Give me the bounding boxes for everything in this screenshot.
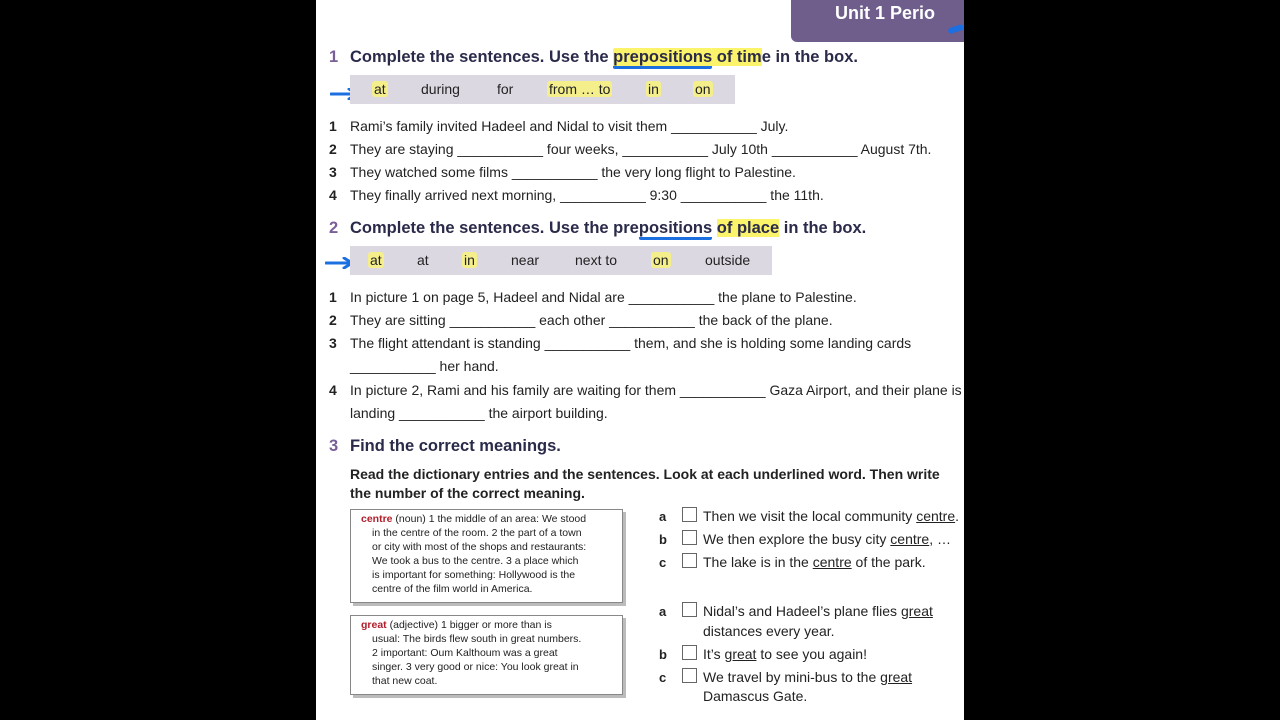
definition-line: usual: The birds flew south in great numbers. xyxy=(372,633,582,645)
item-number: 3 xyxy=(329,335,337,351)
word: outside xyxy=(705,252,751,268)
option-sentence-continued: Damascus Gate. xyxy=(703,688,808,704)
worksheet-page xyxy=(316,0,964,720)
option-sentence: We then explore the busy city centre, … xyxy=(703,531,951,547)
item-number: 2 xyxy=(329,141,337,157)
option-letter: c xyxy=(659,670,667,685)
unit-label: Unit 1 Perio xyxy=(835,3,936,23)
definition-line: is important for something: Hollywood is the xyxy=(372,569,576,581)
option-letter: a xyxy=(659,509,667,524)
word: at xyxy=(417,252,429,268)
option-sentence: Nidal’s and Hadeel’s plane flies great xyxy=(703,603,933,619)
definition-line: 2 important: Oum Kalthoum was a great xyxy=(372,647,558,659)
answer-checkbox[interactable] xyxy=(682,668,697,683)
sentence: They are sitting ___________ each other ___________ the back of the plane. xyxy=(350,312,833,328)
definition-line: (adjective) 1 bigger or more than is xyxy=(386,619,552,631)
word: at xyxy=(374,81,386,97)
sentence: In picture 1 on page 5, Hadeel and Nidal are ___________ the plane to Palestine. xyxy=(350,289,857,305)
definition-line: in the centre of the room. 2 the part of a town xyxy=(372,527,582,539)
sentence: Rami’s family invited Hadeel and Nidal to visit them ___________ July. xyxy=(350,118,789,134)
answer-checkbox[interactable] xyxy=(682,507,697,522)
word-box-place xyxy=(350,246,772,275)
sentence: In picture 2, Rami and his family are waiting for them ___________ Gaza Airport, and their plane is xyxy=(350,382,962,398)
definition-line: centre of the film world in America. xyxy=(372,583,533,595)
item-number: 2 xyxy=(329,312,337,328)
sentence: They finally arrived next morning, ___________ 9:30 ___________ the 11th. xyxy=(350,187,824,203)
item-number: 3 xyxy=(329,164,337,180)
word-box-time xyxy=(350,75,735,104)
headword: great xyxy=(361,619,387,631)
item-number: 1 xyxy=(329,118,337,134)
headword: centre xyxy=(361,513,393,525)
word: during xyxy=(421,81,460,97)
option-sentence: Then we visit the local community centre. xyxy=(703,508,960,524)
answer-checkbox[interactable] xyxy=(682,530,697,545)
sentence: They are staying ___________ four weeks, ___________ July 10th ___________ August 7th. xyxy=(350,141,932,157)
option-letter: a xyxy=(659,604,667,619)
answer-checkbox[interactable] xyxy=(682,602,697,617)
sentence-continued: ___________ her hand. xyxy=(350,358,499,374)
pen-mark xyxy=(947,24,964,35)
dictionary-entry-centre xyxy=(350,509,623,603)
instructions: Read the dictionary entries and the sentences. Look at each underlined word. Then write xyxy=(350,466,940,482)
word: for xyxy=(497,81,514,97)
exercise-1-heading: 1 Complete the sentences. Use the prepositions of time in the box. xyxy=(329,48,858,67)
word: in xyxy=(648,81,659,97)
unit-tab xyxy=(791,0,964,42)
word: next to xyxy=(575,252,618,268)
option-sentence: We travel by mini-bus to the great xyxy=(703,669,913,685)
definition-line: singer. 3 very good or nice: You look great in xyxy=(372,661,579,673)
sentence: The flight attendant is standing ___________ them, and she is holding some landing cards xyxy=(350,335,912,351)
item-number: 1 xyxy=(329,289,337,305)
option-letter: c xyxy=(659,555,667,570)
dictionary-entry-great xyxy=(350,615,623,695)
option-letter: b xyxy=(659,532,667,547)
word: on xyxy=(695,81,711,97)
word: in xyxy=(464,252,475,268)
instructions: the number of the correct meaning. xyxy=(350,485,585,501)
word: near xyxy=(511,252,540,268)
exercise-3-heading: 3 Find the correct meanings. xyxy=(329,437,561,455)
definition-line: (noun) 1 the middle of an area: We stood xyxy=(392,513,587,525)
exercise-2-heading: 2 Complete the sentences. Use the prepositions of place in the box. xyxy=(329,219,866,238)
answer-checkbox[interactable] xyxy=(682,645,697,660)
definition-line: We took a bus to the centre. 3 a place which xyxy=(372,555,579,567)
option-letter: b xyxy=(659,647,667,662)
option-sentence: The lake is in the centre of the park. xyxy=(703,554,926,570)
option-sentence: It’s great to see you again! xyxy=(703,646,867,662)
definition-line: that new coat. xyxy=(372,675,438,687)
word: at xyxy=(370,252,382,268)
option-sentence-continued: distances every year. xyxy=(703,623,835,639)
sentence-continued: landing ___________ the airport building. xyxy=(350,405,608,421)
word: on xyxy=(653,252,669,268)
word: from … to xyxy=(549,81,611,97)
answer-checkbox[interactable] xyxy=(682,553,697,568)
item-number: 4 xyxy=(329,187,337,203)
sentence: They watched some films ___________ the very long flight to Palestine. xyxy=(350,164,796,180)
item-number: 4 xyxy=(329,382,337,398)
definition-line: or city with most of the shops and restaurants: xyxy=(372,541,587,553)
